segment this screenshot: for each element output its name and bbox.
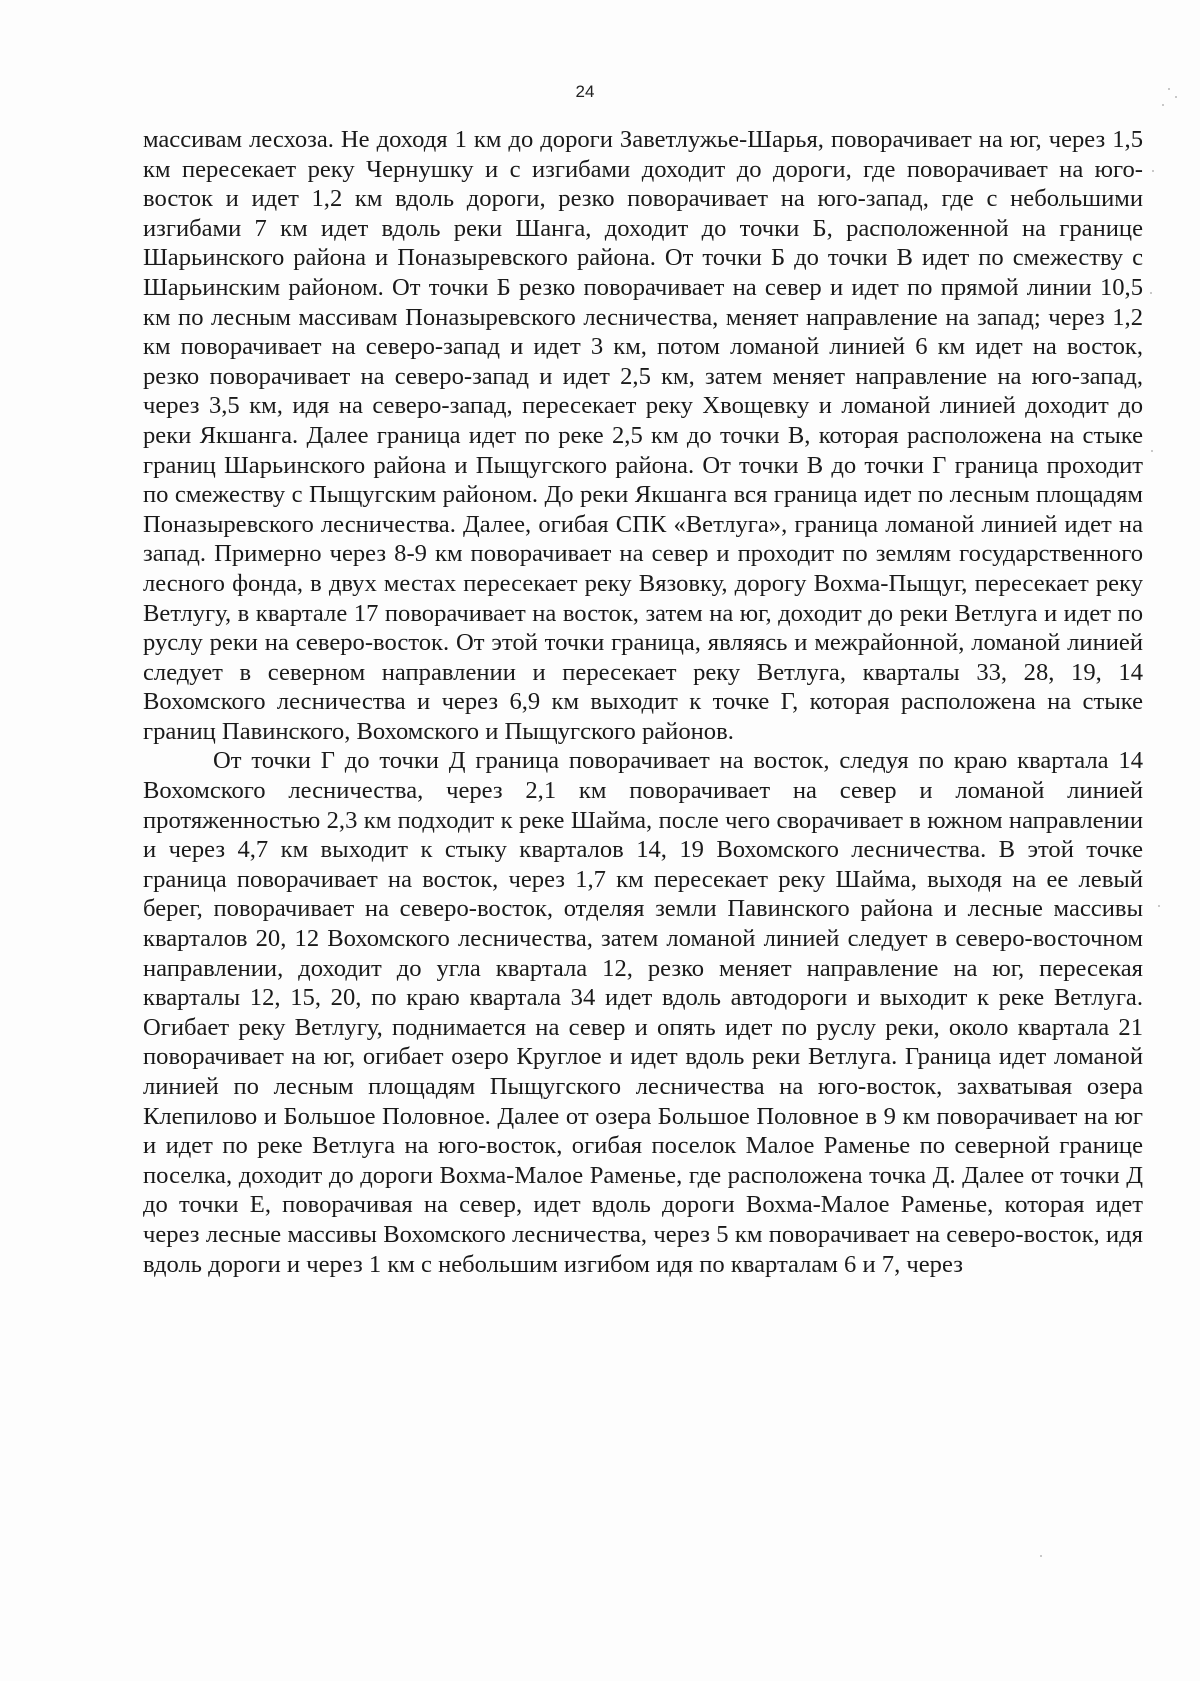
paragraph: массивам лесхоза. Не доходя 1 км до дороги Заветлужье-Шарья, поворачивает на юг, через 1,5 км пересекает реку Чернушку и с изгибами доходит до дороги, где поворачивает на юго-восток и идет 1,2 км вдоль дороги, резко поворачивает на юго-запад, где с небольшими изгибами 7 км идет вдоль реки Шанга, доходит до точки Б, расположенной на границе Шарьинского района и Поназыревского района. От точки Б до точки В идет по смежеству с Шарьинским районом. От точки Б резко поворачивает на север и идет по прямой линии 10,5 км по лесным массивам Поназыревского лесничества, меняет направление на запад; через 1,2 км поворачивает на северо-запад и идет 3 км, потом ломаной линией 6 км идет на восток, резко поворачивает на северо-запад и идет 2,5 км, затем меняет направление на юго-запад, через 3,5 км, идя на северо-запад, пересекает реку Хвощевку и ломаной линией доходит до реки Якшанга. Далее граница идет по реке 2,5 км до точки В, которая расположена на стыке границ Шарьинского района и Пыщугского района. От точки В до точки Г граница проходит по смежеству с Пыщугским районом. До реки Якшанга вся граница идет по лесным площадям Поназыревского лесничества. Далее, огибая СПК «Ветлуга», граница ломаной линией идет на запад. Примерно через 8-9 км поворачивает на север и проходит по землям государственного лесного фонда, в двух местах пересекает реку Вязовку, дорогу Вохма-Пыщуг, пересекает реку Ветлугу, в квартале 17 поворачивает на восток, затем на юг, доходит до реки Ветлуга и идет по руслу реки на северо-восток. От этой точки граница, являясь и межрайонной, ломаной линией следует в северном направлении и пересекает реку Ветлуга, кварталы 33, 28, 19, 14 Вохомского лесничества и через 6,9 км выходит к точке Г, которая расположена на стыке границ Павинского, Вохомского и Пыщугского районов. [143, 126, 1143, 745]
page-number: 24 [575, 82, 595, 101]
scan-speck [1175, 96, 1177, 98]
scan-speck [1040, 1555, 1042, 1557]
document-body [143, 125, 1143, 1279]
scan-speck [1168, 88, 1170, 90]
scan-speck [1150, 292, 1152, 294]
scan-speck [1158, 905, 1160, 907]
paragraph: От точки Г до точки Д граница поворачивает на восток, следуя по краю квартала 14 Вохомского лесничества, через 2,1 км поворачивает на север и ломаной линией протяженностью 2,3 км подходит к реке Шайма, после чего сворачивает в южном направлении и через 4,7 км выходит к стыку кварталов 14, 19 Вохомского лесничества. В этой точке граница поворачивает на восток, через 1,7 км пересекает реку Шайма, выходя на ее левый берег, поворачивает на северо-восток, отделяя земли Павинского района и лесные массивы кварталов 20, 12 Вохомского лесничества, затем ломаной линией следует в северо-восточном направлении, доходит до угла квартала 12, резко меняет направление на юг, пересекая кварталы 12, 15, 20, по краю квартала 34 идет вдоль автодороги и выходит к реке Ветлуга. Огибает реку Ветлугу, поднимается на север и опять идет по руслу реки, около квартала 21 поворачивает на юг, огибает озеро Круглое и идет вдоль реки Ветлуга. Граница идет ломаной линией по лесным площадям Пыщугского лесничества на юго-восток, захватывая озера Клепилово и Большое Половное. Далее от озера Большое Половное в 9 км поворачивает на юг и идет по реке Ветлуга на юго-восток, огибая поселок Малое Раменье по северной границе поселка, доходит до дороги Вохма-Малое Раменье, где расположена точка Д. Далее от точки Д до точки Е, поворачивая на север, идет вдоль дороги Вохма-Малое Раменье, которая идет через лесные массивы Вохомского лесничества, через 5 км поворачивает на северо-восток, идя вдоль дороги и через 1 км с небольшим изгибом идя по кварталам 6 и 7, через [143, 747, 1143, 1278]
scan-speck [1152, 170, 1154, 172]
scan-speck [1162, 104, 1164, 106]
scan-speck [1151, 450, 1153, 452]
